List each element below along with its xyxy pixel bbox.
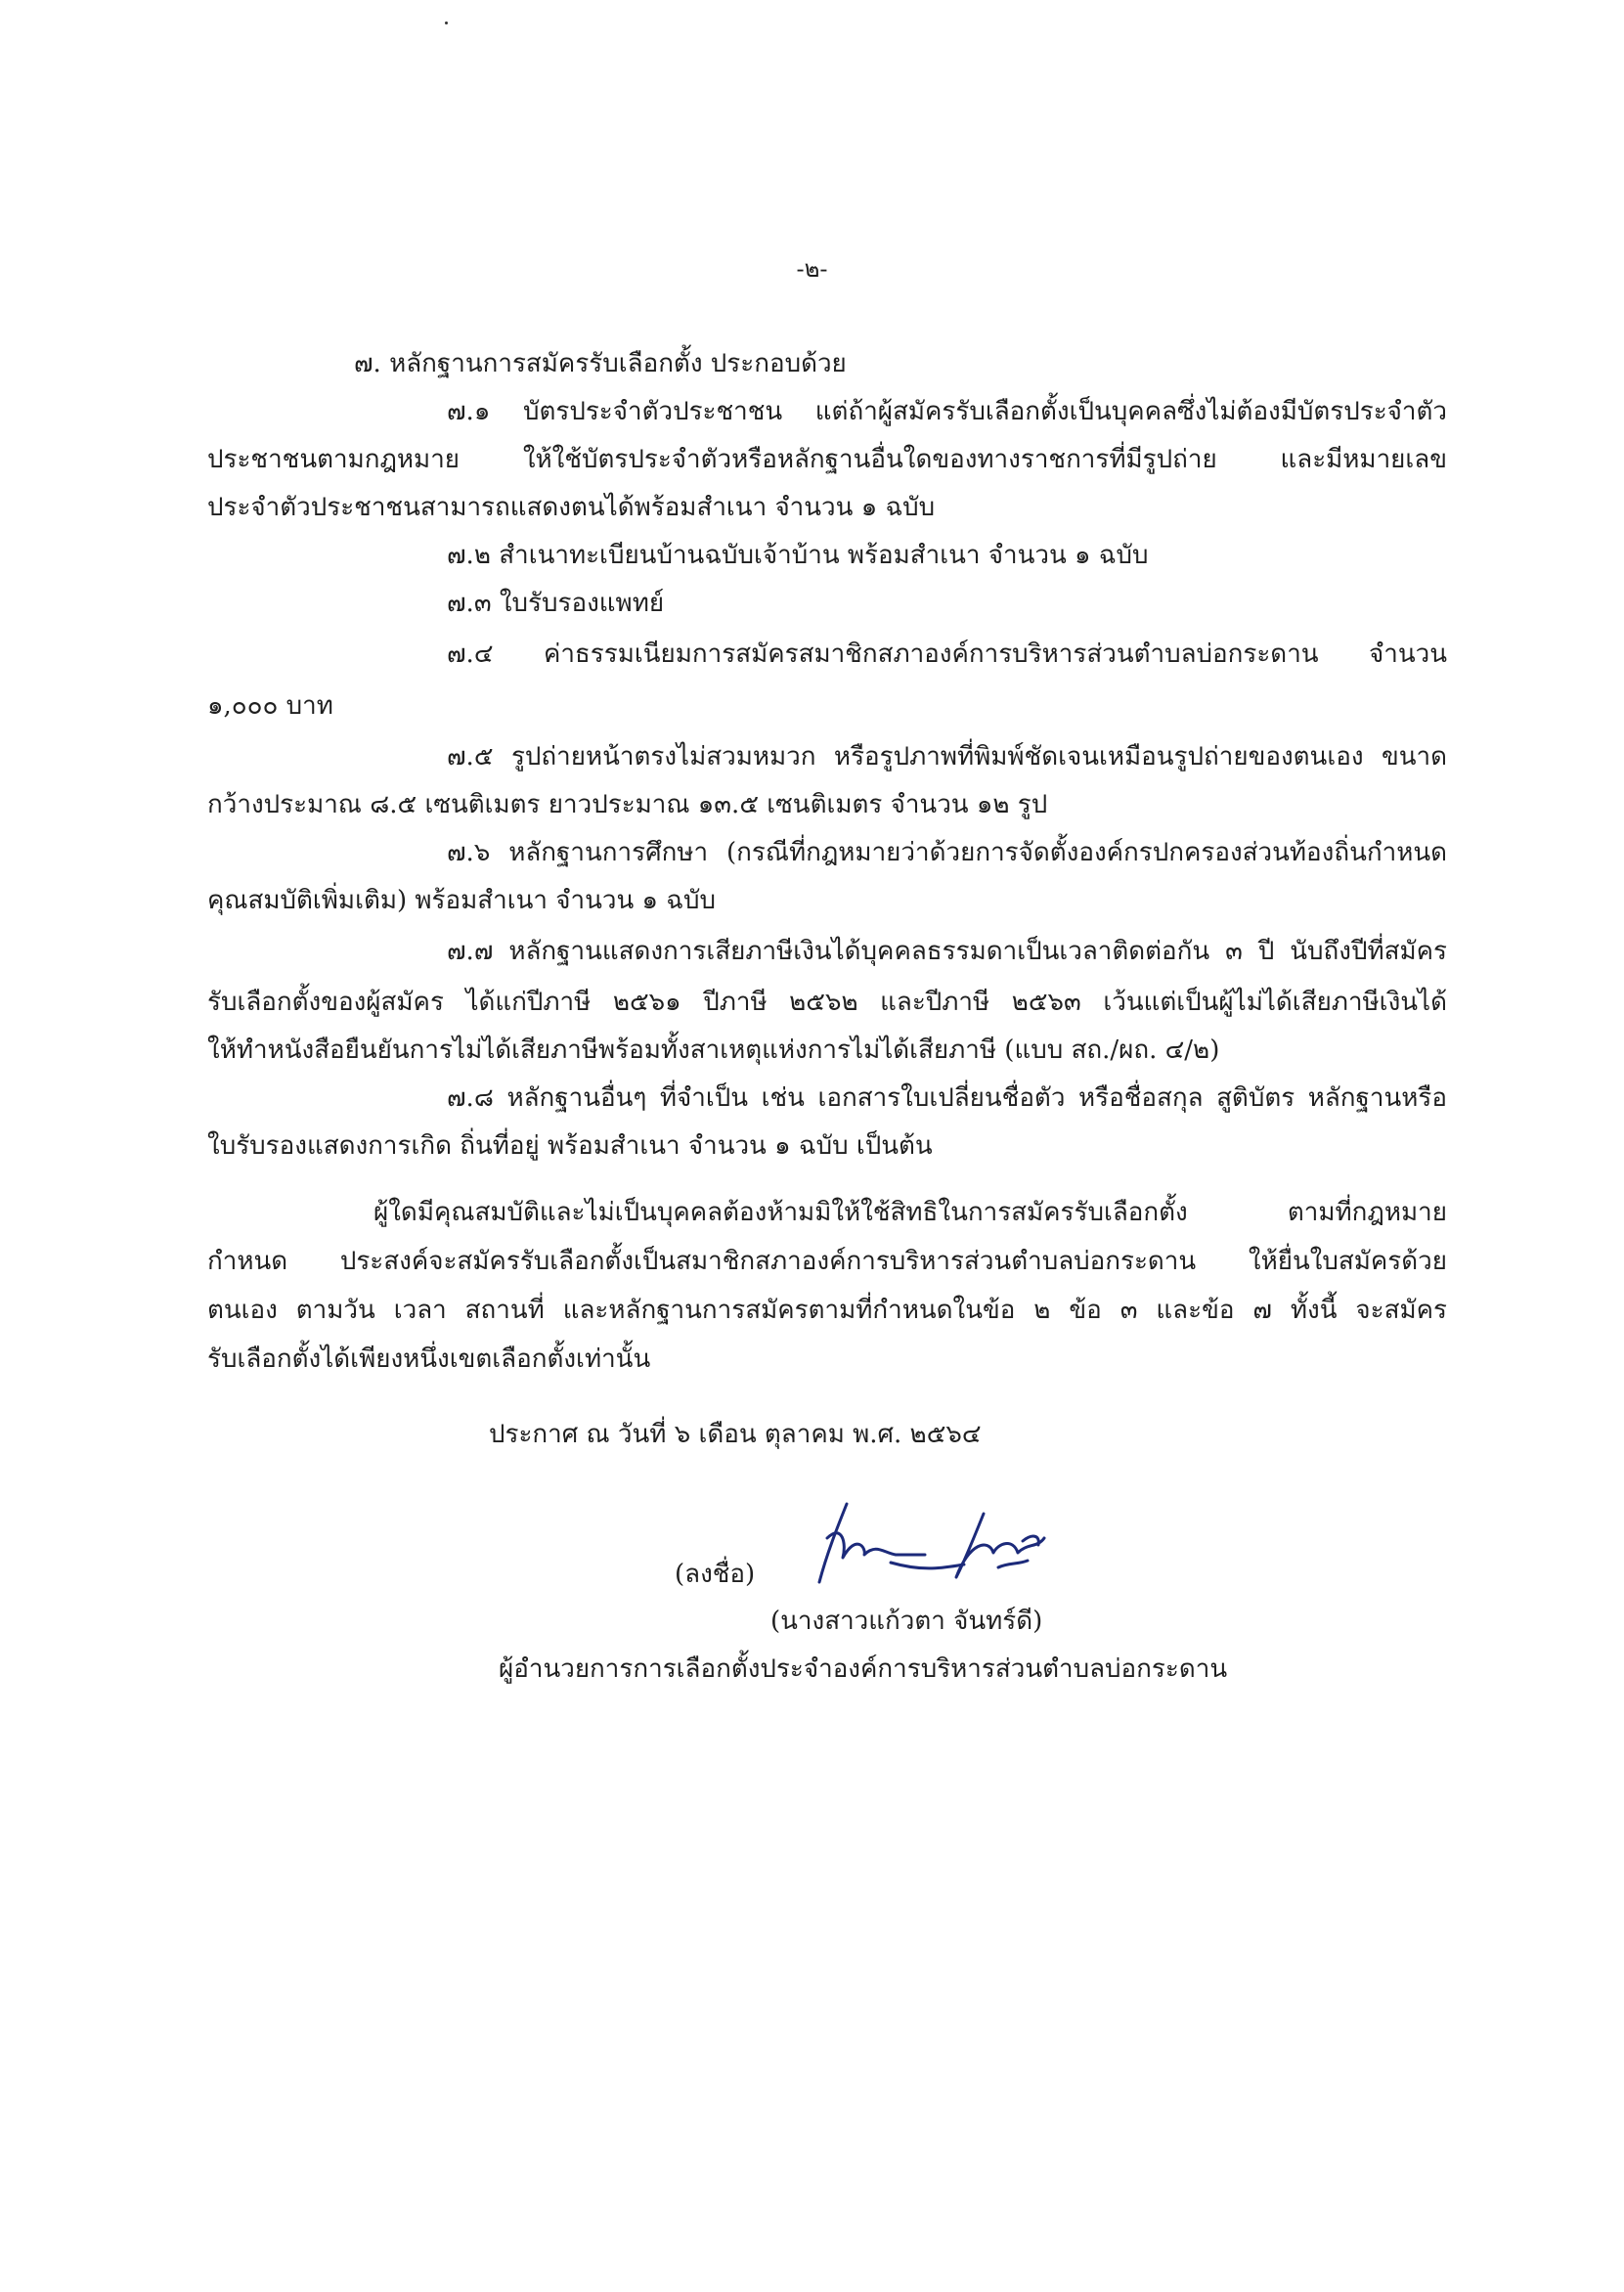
item-7-7-line-2: รับเลือกตั้งของผู้สมัคร ได้แก่ปีภาษี ๒๕๖๑ ปีภาษี ๒๕๖๒ และปีภาษี ๒๕๖๓ เว้นแต่เป็นผู้ไม่ได้เสียภาษีเงินได้ [207,988,1447,1017]
signer-position: ผู้อำนวยการการเลือกตั้งประจำองค์การบริหารส่วนตำบลบ่อกระดาน [499,1654,1228,1684]
item-7-1-line-2: ประชาชนตามกฎหมาย ให้ใช้บัตรประจำตัวหรือหลักฐานอื่นใดของทางราชการที่มีรูปถ่าย และมีหมายเลข [207,445,1447,474]
signer-name: (นางสาวแก้วตา จันทร์ดี) [770,1607,1043,1636]
item-7-3: ๗.๓ ใบรับรองแพทย์ [447,589,665,618]
item-7-6-line-1: ๗.๖ หลักฐานการศึกษา (กรณีที่กฎหมายว่าด้วยการจัดตั้งองค์กรปกครองส่วนท้องถิ่นกำหนด [447,838,1447,867]
sign-label: (ลงชื่อ) [675,1560,756,1589]
item-7-8-line-2: ใบรับรองแสดงการเกิด ถิ่นที่อยู่ พร้อมสำเนา จำนวน ๑ ฉบับ เป็นต้น [207,1131,933,1161]
item-7-6-line-2: คุณสมบัติเพิ่มเติม) พร้อมสำเนา จำนวน ๑ ฉบับ [207,886,716,915]
item-7-2: ๗.๒ สำเนาทะเบียนบ้านฉบับเจ้าบ้าน พร้อมสำเนา จำนวน ๑ ฉบับ [447,541,1149,570]
item-7-8-line-1: ๗.๘ หลักฐานอื่นๆ ที่จำเป็น เช่น เอกสารใบเปลี่ยนชื่อตัว หรือชื่อสกุล สูติบัตร หลักฐานหรือ [447,1083,1447,1113]
item-7-4-line-1: ๗.๔ ค่าธรรมเนียมการสมัครสมาชิกสภาองค์การบริหารส่วนตำบลบ่อกระดาน จำนวน [447,639,1447,669]
item-7-5-line-1: ๗.๕ รูปถ่ายหน้าตรงไม่สวมหมวก หรือรูปภาพที่พิมพ์ชัดเจนเหมือนรูปถ่ายของตนเอง ขนาด [447,742,1447,771]
item-7-7-line-3: ให้ทำหนังสือยืนยันการไม่ได้เสียภาษีพร้อมทั้งสาเหตุแห่งการไม่ได้เสียภาษี (แบบ สถ./ผถ. ๔/๒) [207,1036,1220,1065]
final-paragraph-line-2: กำหนด ประสงค์จะสมัครรับเลือกตั้งเป็นสมาชิกสภาองค์การบริหารส่วนตำบลบ่อกระดาน ให้ยื่นใบสมัครด้วย [207,1247,1447,1276]
final-paragraph-line-4: รับเลือกตั้งได้เพียงหนึ่งเขตเลือกตั้งเท่านั้น [207,1344,651,1374]
scan-speck [445,22,448,24]
item-7-1-line-1: ๗.๑ บัตรประจำตัวประชาชน แต่ถ้าผู้สมัครรับเลือกตั้งเป็นบุคคลซึ่งไม่ต้องมีบัตรประจำตัว [447,397,1447,426]
page-number: -๒- [796,255,828,283]
section-7-heading: ๗. หลักฐานการสมัครรับเลือกตั้ง ประกอบด้วย [354,349,847,378]
final-paragraph-line-3: ตนเอง ตามวัน เวลา สถานที่ และหลักฐานการสมัครตามที่กำหนดในข้อ ๒ ข้อ ๓ และข้อ ๗ ทั้งนี้ จะสมัคร [207,1296,1447,1325]
item-7-1-line-3: ประจำตัวประชาชนสามารถแสดงตนได้พร้อมสำเนา จำนวน ๑ ฉบับ [207,493,936,522]
item-7-5-line-2: กว้างประมาณ ๘.๕ เซนติเมตร ยาวประมาณ ๑๓.๕ เซนติเมตร จำนวน ๑๒ รูป [207,790,1048,819]
item-7-4-line-2: ๑,๐๐๐ บาท [207,691,333,721]
handwritten-signature [788,1484,1062,1602]
announcement-date: ประกาศ ณ วันที่ ๖ เดือน ตุลาคม พ.ศ. ๒๕๖๔ [489,1420,982,1449]
item-7-7-line-1: ๗.๗ หลักฐานแสดงการเสียภาษีเงินได้บุคคลธรรมดาเป็นเวลาติดต่อกัน ๓ ปี นับถึงปีที่สมัคร [447,937,1447,966]
final-paragraph-line-1: ผู้ใดมีคุณสมบัติและไม่เป็นบุคคลต้องห้ามมิให้ใช้สิทธิในการสมัครรับเลือกตั้ง ตามที่กฎหมาย [373,1198,1447,1227]
